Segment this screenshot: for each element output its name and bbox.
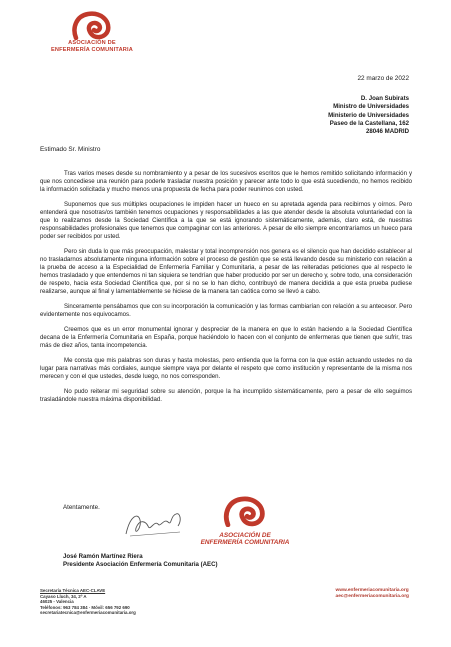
paragraph: Creemos que es un error monumental ignorar y despreciar de la manera en que lo están haciendo a la Sociedad Científica decana de la Enfermería Comunitaria en España, porque haciéndolo lo hacen con el conjunto de enfermeras que tienen que sufrir, tras más de diez años, tanta incompetencia.	[40, 326, 412, 349]
greeting: Estimado Sr. Ministro	[40, 146, 101, 153]
signer-block	[63, 553, 218, 569]
handwritten-signature	[120, 506, 190, 546]
aec-stamp	[200, 495, 290, 546]
footer-address-1: Cayaso Lluch, 34, 2º A	[40, 593, 87, 599]
footer-address-2: 46025 - Valencia	[40, 599, 74, 605]
recipient-ministry: Ministerio de Universidades	[328, 111, 409, 119]
paragraph: Tras varios meses desde su nombramiento y a pesar de los sucesivos escritos que le hemos remitido solicitando información y que nos concediese una reunión para poderle trasladar nuestra posición y parecer ante todo lo que está sucediendo, no hemos recibido la información solicitada y mucho menos una propuesta de fecha para poder reunirnos con usted.	[40, 170, 412, 193]
logo-line-1: ASOCIACIÓN DE	[68, 40, 116, 46]
recipient-title: Ministro de Universidades	[333, 103, 409, 111]
footer-contact	[40, 588, 136, 616]
paragraph: Sinceramente pensábamos que con su incorporación la comunicación y las formas cambiarían con relación a su antecesor. Pero evidentemente nos equivocamos.	[40, 303, 412, 318]
signer-name: José Ramón Martínez Riera	[63, 553, 143, 560]
signer-title: Presidente Asociación Enfermería Comunitaria (AEC)	[63, 561, 218, 568]
paragraph: Pero sin duda lo que más preocupación, malestar y total incomprensión nos genera es el silencio que han decidido establecer al no trasladarnos absolutamente ninguna información sobre el proceso de gestión que se está llevando desde su ministerio con relación a la prueba de acceso a la Especialidad de Enfermería Familiar y Comunitaria, a pesar de las reiteradas peticiones que al respecto le hemos trasladado y que entendemos ni tan siquiera se tendrían que haber producido por ser un derecho y, sobre todo, una consideración de respeto, hacia esta Sociedad Científica que, por si no se lo han dicho, contribuyó de manera decidida a que esta prueba pudiese realizarse, aunque al final y lamentablemente se hiciese de la manera tan caótica como se llevó a cabo.	[40, 248, 412, 295]
recipient-street: Paseo de la Castellana, 162	[329, 119, 409, 127]
recipient-city: 28046 MADRID	[365, 128, 409, 136]
letter-date: 22 marzo de 2022	[357, 75, 409, 82]
footer-web	[336, 588, 409, 600]
footer-email[interactable]: secretariatecnica@enfermeriacomunitaria.org	[40, 610, 136, 616]
paragraph: No pudo reiterar mi seguridad sobre su atención, porque la ha incumplido sistemáticamente, pero a pesar de ello seguimos trasladándole nuestra máxima disponibilidad.	[40, 388, 412, 403]
aec-spiral-icon	[70, 10, 114, 40]
footer-title: Secretaría Técnica AEC-CLAVE	[40, 588, 106, 593]
footer-website-link[interactable]: www.enfermeriacomunitaria.org	[335, 588, 409, 593]
aec-logo	[42, 10, 142, 53]
logo-line-2: ENFERMERÍA COMUNITARIA	[50, 46, 134, 53]
paragraph: Suponemos que sus múltiples ocupaciones le impiden hacer un hueco en su apretada agenda para recibirnos y oírnos. Pero entenderá que nosotras/os también tenemos ocupaciones y responsabilidades a las que atender desde la absoluta voluntariedad con la que lo realizamos desde la Sociedad Científica a la que se está ignorando sistemáticamente, además, claro está, de nuestras responsabilidades profesionales que tenemos que compaginar con las anteriores. A pesar de ello siempre encontraríamos un hueco para poder ser recibidos por usted.	[40, 201, 412, 240]
stamp-line-2: ENFERMERÍA COMUNITARIA	[200, 539, 290, 546]
recipient-address	[328, 95, 409, 136]
letter-body	[40, 170, 412, 411]
recipient-name: D. Joan Subirats	[360, 95, 409, 102]
footer-email-link[interactable]: aec@enfermeriacomunitaria.org	[335, 594, 409, 599]
closing: Atentamente.	[63, 504, 100, 511]
stamp-spiral-icon	[221, 495, 269, 527]
paragraph: Me consta que mis palabras son duras y hasta molestas, pero entienda que la forma con la que están actuando ustedes no da lugar para narrativas más cordiales, aunque siempre vaya por delante el respeto que como institución y representante de la misma nos merecen y con el que ustedes, desde luego, no nos corresponden.	[40, 357, 412, 380]
stamp-line-1: ASOCIACIÓN DE	[219, 532, 271, 539]
footer-phones: Teléfonos: 963 784 384 · Móvil: 656 792 690	[40, 604, 130, 610]
